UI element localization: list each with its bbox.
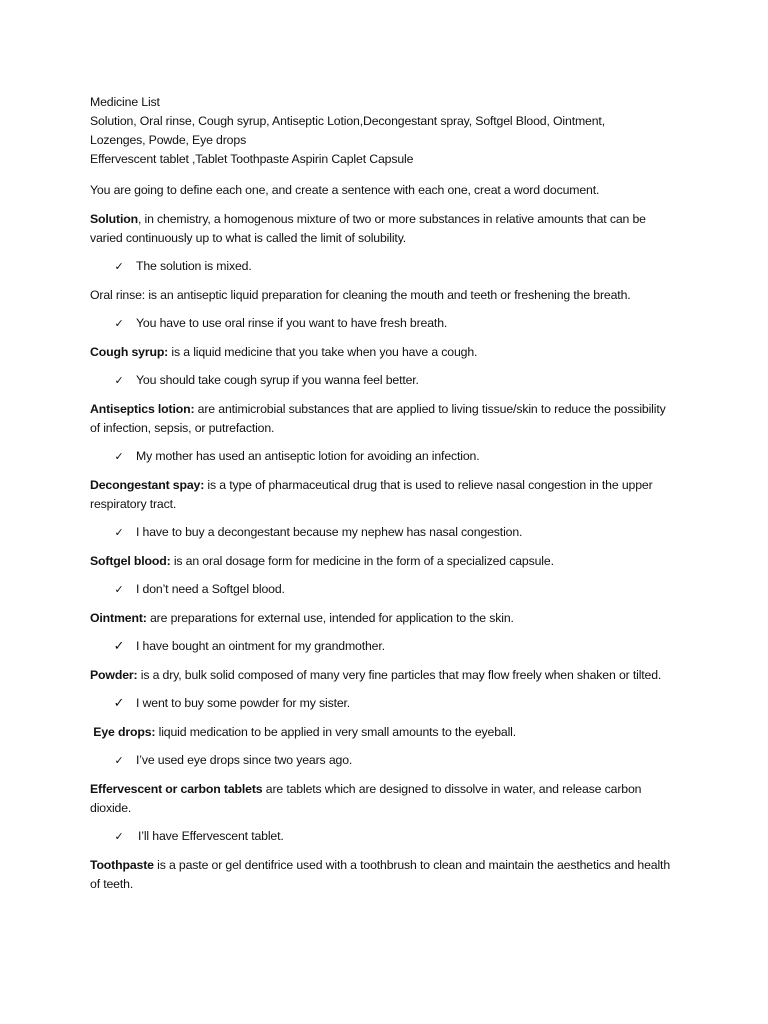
example-sentence: I went to buy some powder for my sister. (136, 696, 351, 710)
term-label: Ointment: (90, 611, 147, 625)
medicine-list-line-2: Lozenges, Powde, Eye drops (90, 133, 247, 147)
definition-text: is a liquid medicine that you take when you have a cough. (168, 345, 478, 359)
term-label: Toothpaste (90, 858, 154, 872)
term-label: Solution (90, 212, 138, 226)
definition-text: is an oral dosage form for medicine in the form of a specialized capsule. (170, 554, 554, 568)
example-sentence: You have to use oral rinse if you want to have fresh breath. (136, 316, 448, 330)
definition-paragraph (90, 476, 675, 514)
definition-paragraph (90, 856, 675, 894)
medicine-list-line-1: Solution, Oral rinse, Cough syrup, Antiseptic Lotion,Decongestant spray, Softgel Blood, Ointment, (90, 114, 605, 128)
checkmark-icon: ✓ (114, 526, 124, 539)
example-item (90, 751, 675, 770)
definition-text: are antimicrobial substances that are applied to living tissue/skin to reduce the possibility of infection, sepsis, or putrefaction. (90, 402, 666, 435)
entry-antiseptics-lotion (90, 400, 675, 466)
definition-text: liquid medication to be applied in very small amounts to the eyeball. (155, 725, 517, 739)
checkmark-icon: ✓ (113, 639, 125, 654)
definition-paragraph (90, 609, 675, 628)
example-item (90, 371, 675, 390)
definition-paragraph (90, 552, 675, 571)
definition-paragraph (90, 400, 675, 438)
entry-solution (90, 210, 675, 276)
definition-text: , in chemistry, a homogenous mixture of two or more substances in relative amounts that can be varied continuously up to what is called the limit of solubility. (90, 212, 646, 245)
example-item (90, 314, 675, 333)
example-sentence: I’ll have Effervescent tablet. (138, 829, 284, 843)
example-item (90, 637, 675, 656)
example-sentence: The solution is mixed. (136, 259, 252, 273)
entry-softgel-blood (90, 552, 675, 599)
checkmark-icon: ✓ (114, 260, 124, 273)
list-title: Medicine List (90, 95, 160, 109)
example-sentence: I don’t need a Softgel blood. (136, 582, 285, 596)
definition-text: is a paste or gel dentifrice used with a toothbrush to clean and maintain the aesthetics and health of teeth. (90, 858, 671, 891)
assignment-instructions: You are going to define each one, and create a sentence with each one, creat a word document. (90, 183, 600, 197)
example-sentence: I have bought an ointment for my grandmother. (136, 639, 385, 653)
entry-powder (90, 666, 675, 713)
checkmark-icon: ✓ (113, 696, 125, 711)
definition-paragraph (90, 666, 675, 685)
definition-text: are preparations for external use, intended for application to the skin. (146, 611, 514, 625)
entry-ointment (90, 609, 675, 656)
definition-text: Oral rinse: is an antiseptic liquid preparation for cleaning the mouth and teeth or freshening the breath. (90, 288, 631, 302)
entry-oral-rinse (90, 286, 675, 333)
example-sentence: I’ve used eye drops since two years ago. (136, 753, 353, 767)
example-item (90, 580, 675, 599)
term-label: Powder: (90, 668, 138, 682)
checkmark-icon: ✓ (114, 450, 124, 463)
example-item (90, 447, 675, 466)
checkmark-icon: ✓ (114, 317, 124, 330)
definition-paragraph (90, 780, 675, 818)
example-item (90, 523, 675, 542)
entry-decongestant-spray (90, 476, 675, 542)
definition-text: is a dry, bulk solid composed of many very fine particles that may flow freely when shaken or tilted. (137, 668, 662, 682)
definition-text: are tablets which are designed to dissolve in water, and release carbon dioxide. (90, 782, 642, 815)
checkmark-icon: ✓ (114, 754, 124, 767)
term-label: Effervescent or carbon tablets (90, 782, 263, 796)
entry-cough-syrup (90, 343, 675, 390)
checkmark-icon: ✓ (114, 830, 124, 843)
example-item (90, 257, 675, 276)
example-sentence: My mother has used an antiseptic lotion for avoiding an infection. (136, 449, 480, 463)
term-label: Decongestant spay: (90, 478, 205, 492)
entry-effervescent-tablets (90, 780, 675, 846)
definition-text: is a type of pharmaceutical drug that is used to relieve nasal congestion in the upper respiratory tract. (90, 478, 653, 511)
definition-paragraph (90, 723, 675, 742)
checkmark-icon: ✓ (114, 374, 124, 387)
entry-eye-drops (90, 723, 675, 770)
example-sentence: I have to buy a decongestant because my nephew has nasal congestion. (136, 525, 523, 539)
definition-paragraph (90, 343, 675, 362)
term-label: Cough syrup: (90, 345, 169, 359)
term-label: Softgel blood: (90, 554, 171, 568)
example-sentence: You should take cough syrup if you wanna feel better. (136, 373, 419, 387)
medicine-list-line-3: Effervescent tablet ,Tablet Toothpaste Aspirin Caplet Capsule (90, 152, 414, 166)
example-item (90, 827, 675, 846)
entry-toothpaste (90, 856, 675, 894)
definition-paragraph (90, 210, 675, 248)
document-body (90, 93, 675, 894)
definition-paragraph (90, 286, 675, 305)
term-label: Eye drops: (90, 725, 156, 739)
term-label: Antiseptics lotion: (90, 402, 195, 416)
checkmark-icon: ✓ (114, 583, 124, 596)
example-item (90, 694, 675, 713)
